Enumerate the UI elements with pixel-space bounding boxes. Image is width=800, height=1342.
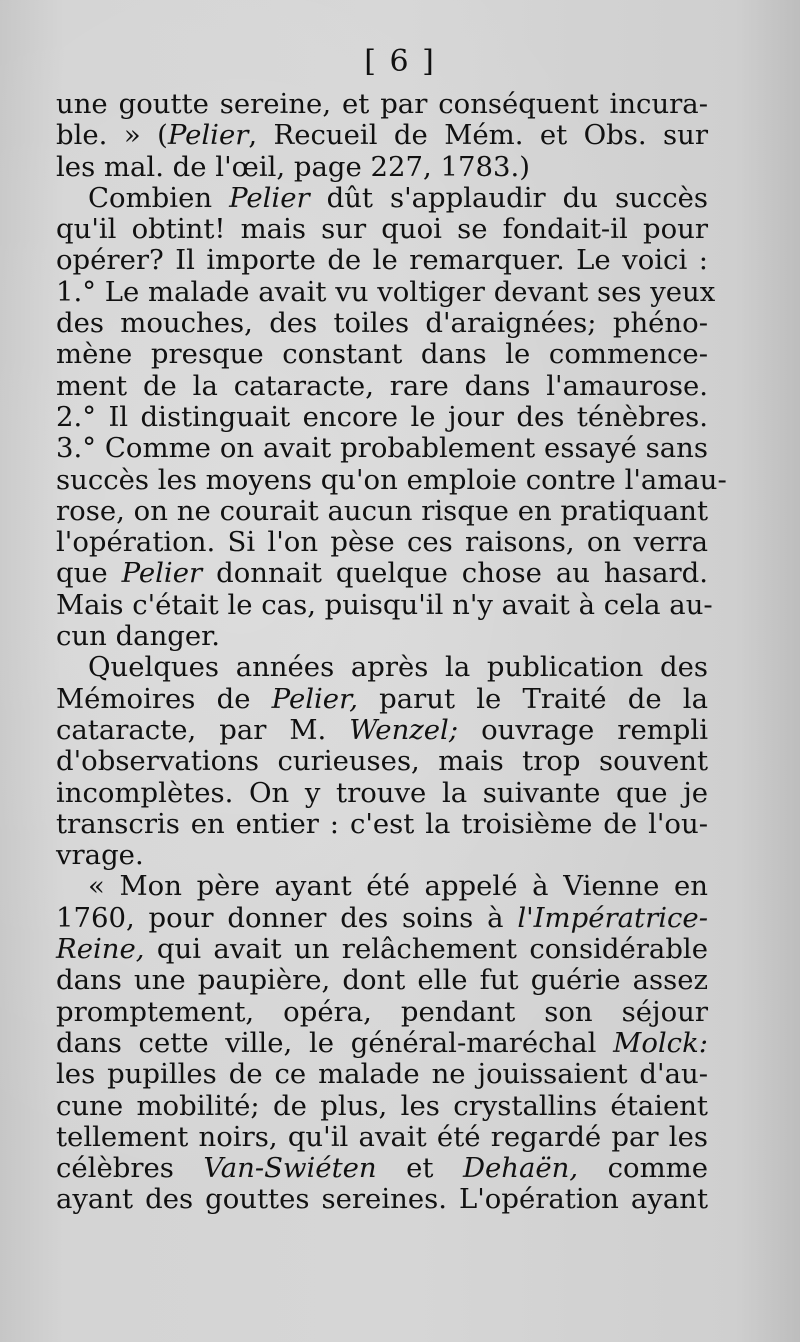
text-segment: vrage. [56, 839, 144, 872]
text-line [56, 496, 708, 527]
text-segment: dans une paupière, dont elle fut guérie assez [56, 964, 708, 997]
text-segment: une goutte sereine, et par conséquent incura- [56, 88, 708, 120]
text-segment: d'observations curieuses, mais trop souvent [56, 745, 708, 778]
text-line [56, 588, 713, 621]
text-segment: cun danger. [56, 620, 221, 653]
italic-text-segment: Pelier, [271, 682, 358, 715]
text-line [56, 371, 708, 402]
text-line [56, 1028, 708, 1059]
text-segment: , Recueil de Mém. et Obs. sur [248, 119, 709, 152]
italic-text-segment: l'Impératrice- [517, 901, 708, 934]
text-line [56, 715, 708, 746]
text-segment: 2.° Il distinguait encore le jour des ténèbres. [56, 400, 708, 433]
text-line [56, 1122, 708, 1153]
text-segment: Mémoires de [56, 682, 272, 715]
text-line [56, 1184, 708, 1215]
text-line [56, 684, 708, 715]
text-line [56, 746, 708, 777]
text-line [56, 275, 716, 308]
text-segment: ble. » ( [56, 119, 168, 152]
text-segment: mène presque constant dans le commence- [56, 338, 708, 371]
italic-text-segment: Reine, [56, 933, 145, 966]
text-line [56, 339, 708, 370]
text-segment: succès les moyens qu'on emploie contre l'amau- [56, 463, 727, 496]
text-line [56, 840, 708, 871]
italic-text-segment: Pelier [121, 557, 203, 590]
text-line [56, 652, 708, 683]
text-segment: comme [578, 1152, 708, 1185]
text-line [56, 997, 708, 1028]
text-line [56, 1153, 708, 1184]
text-line [56, 903, 708, 934]
text-segment: qu'il obtint! mais sur quoi se fondait-il pour [56, 213, 708, 246]
text-segment: rose, on ne courait aucun risque en pratiquant [56, 494, 708, 527]
text-segment: opérer? Il importe de le remarquer. Le voici : [56, 244, 708, 277]
italic-text-segment: Pelier [167, 119, 249, 152]
italic-text-segment: Dehaën, [462, 1152, 579, 1185]
page-number: [ 6 ] [364, 44, 436, 79]
text-segment: qui avait un relâchement considérable [144, 933, 708, 966]
text-segment: cataracte, par M. [56, 713, 350, 746]
text-line [56, 308, 708, 339]
text-segment: dans cette ville, le général-maréchal [56, 1026, 614, 1059]
text-segment: 3.° Comme on avait probablement essayé sans [56, 432, 708, 465]
body-text [56, 88, 727, 1216]
text-segment: « Mon père ayant été appelé à Vienne en [88, 870, 708, 903]
text-segment: et [376, 1152, 463, 1185]
text-line [56, 778, 708, 809]
text-line [56, 871, 708, 902]
text-line [56, 621, 708, 652]
text-segment: célèbres [56, 1152, 204, 1185]
text-segment: les mal. de l'œil, page 227, 1783.) [56, 150, 530, 183]
text-line [56, 214, 708, 245]
text-line [56, 120, 708, 151]
text-line [56, 245, 708, 276]
text-line [56, 965, 708, 996]
italic-text-segment: Molck: [613, 1026, 708, 1059]
text-line [56, 1059, 708, 1090]
text-segment: ayant des gouttes sereines. L'opération ayant [56, 1183, 708, 1216]
text-line [56, 152, 708, 183]
text-segment: ment de la cataracte, rare dans l'amaurose. [56, 369, 708, 402]
text-segment: parut le Traité de la [357, 682, 708, 715]
text-segment: 1760, pour donner des soins à [56, 901, 518, 934]
text-segment: Mais c'était le cas, puisqu'il n'y avait à cela au- [56, 588, 713, 621]
text-line [56, 183, 708, 214]
text-segment: Combien [88, 181, 230, 214]
text-segment: cune mobilité; de plus, les crystallins étaient [56, 1089, 708, 1122]
text-segment: des mouches, des toiles d'araignées; phéno- [56, 307, 708, 340]
italic-text-segment: Wenzel; [349, 713, 459, 746]
text-segment: l'opération. Si l'on pèse ces raisons, on verra [56, 526, 708, 559]
text-segment: incomplètes. On y trouve la suivante que je [56, 776, 708, 809]
italic-text-segment: Pelier [229, 181, 310, 214]
text-line [56, 934, 708, 965]
text-line [56, 402, 708, 433]
text-segment: tellement noirs, qu'il avait été regardé par les [56, 1120, 708, 1153]
text-line [56, 558, 708, 589]
italic-text-segment: Van-Swiéten [203, 1152, 377, 1185]
text-segment: que [56, 557, 122, 590]
text-line [56, 433, 708, 464]
text-segment: promptement, opéra, pendant son séjour [56, 995, 708, 1028]
text-segment: donnait quelque chose au hasard. [202, 557, 708, 590]
text-line [56, 463, 727, 496]
text-line [56, 1091, 708, 1122]
text-line [56, 809, 708, 840]
text-segment: Quelques années après la publication des [88, 651, 708, 684]
text-line [56, 527, 708, 558]
text-segment: les pupilles de ce malade ne jouissaient d'au- [56, 1058, 708, 1091]
text-segment: dût s'applaudir du succès [309, 181, 708, 214]
text-segment: transcris en entier : c'est la troisième de l'ou- [56, 807, 708, 840]
text-segment: 1.° Le malade avait vu voltiger devant ses yeux [56, 275, 716, 308]
text-line [56, 89, 708, 120]
text-segment: ouvrage rempli [458, 713, 708, 746]
